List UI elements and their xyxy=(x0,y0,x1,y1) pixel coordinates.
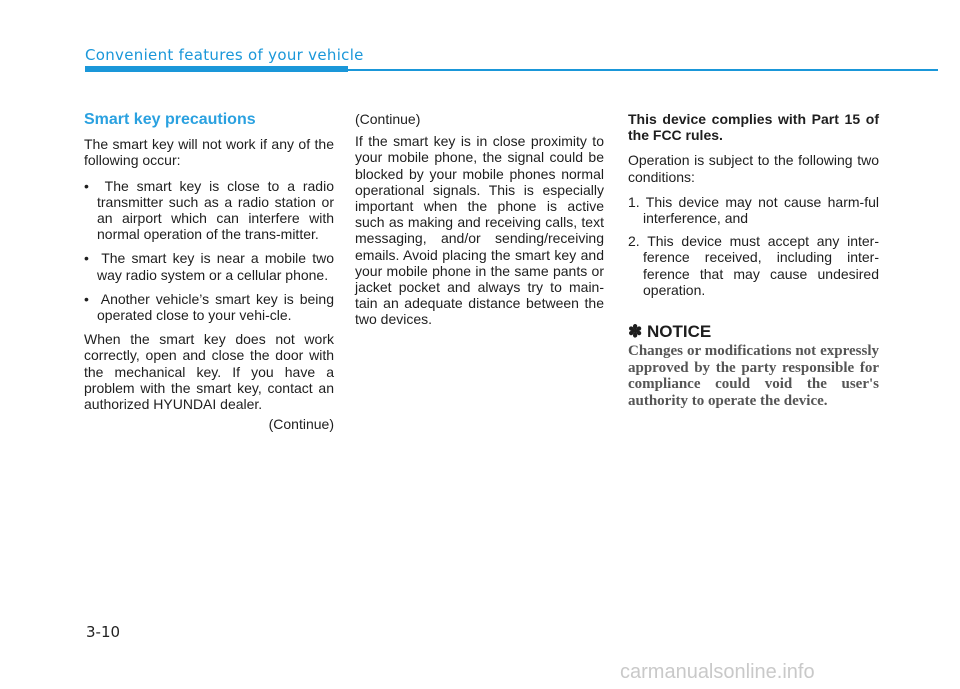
numbered-item: 2. This device must accept any inter-ference received, including inter-ference that may cause undesired operation. xyxy=(628,233,879,298)
body-paragraph: When the smart key does not work correctly, open and close the door with the mechanical key. If you have a problem with the smart key, contact an authorized HYUNDAI dealer. xyxy=(84,331,334,413)
body-paragraph: Operation is subject to the following two conditions: xyxy=(628,152,879,185)
column-middle xyxy=(355,108,604,337)
notice-heading xyxy=(628,324,879,340)
column-left xyxy=(84,108,334,432)
notice-icon: ✽ xyxy=(628,322,643,342)
bullet-text: The smart key is near a mobile two way radio system or a cellular phone. xyxy=(97,250,334,283)
section-heading: Smart key precautions xyxy=(84,111,256,128)
continue-label: (Continue) xyxy=(268,416,334,433)
notice-label: NOTICE xyxy=(646,322,712,342)
column-right xyxy=(628,108,879,409)
fcc-statement: This device complies with Part 15 of the FCC rules. xyxy=(628,111,879,144)
section-header-title: Convenient features of your vehicle xyxy=(85,46,364,64)
header-rule xyxy=(348,69,938,71)
page-number: 3-10 xyxy=(86,623,121,641)
numbered-item: 1. This device may not cause harm-ful interference, and xyxy=(628,193,879,227)
bullet-item: • The smart key is near a mobile two way radio system or a cellular phone. xyxy=(84,250,334,283)
watermark: carmanualsonline.info xyxy=(620,661,815,683)
notice-body: Changes or modifications not expressly approved by the party responsible for compliance could void the user's authority to operate the device. xyxy=(628,343,879,409)
bullet-text: The smart key is close to a radio transmitter such as a radio station or an airport which can interfere with normal operation of the trans-mitter. xyxy=(97,177,334,243)
bullet-item: • Another vehicle’s smart key is being operated close to your vehi-cle. xyxy=(84,290,334,324)
continue-label: (Continue) xyxy=(355,111,421,127)
body-paragraph: If the smart key is in close proximity to your mobile phone, the signal could be blocked by your mobile phones normal operational signals. This is especially important when the phone is active such as making and receiving calls, text messaging, and/or sending/receiving emails. Avoid placing the smart key and your mobile phone in the same pants or jacket pocket and always try to main-tain an adequate distance between the two devices. xyxy=(355,133,604,328)
intro-paragraph: The smart key will not work if any of the following occur: xyxy=(84,136,334,169)
header-accent-bar xyxy=(85,66,348,72)
bullet-text: Another vehicle’s smart key is being operated close to your vehi-cle. xyxy=(97,290,334,324)
bullet-item: • The smart key is close to a radio transmitter such as a radio station or an airport which can interfere with normal operation of the trans-mitter. xyxy=(84,177,334,243)
